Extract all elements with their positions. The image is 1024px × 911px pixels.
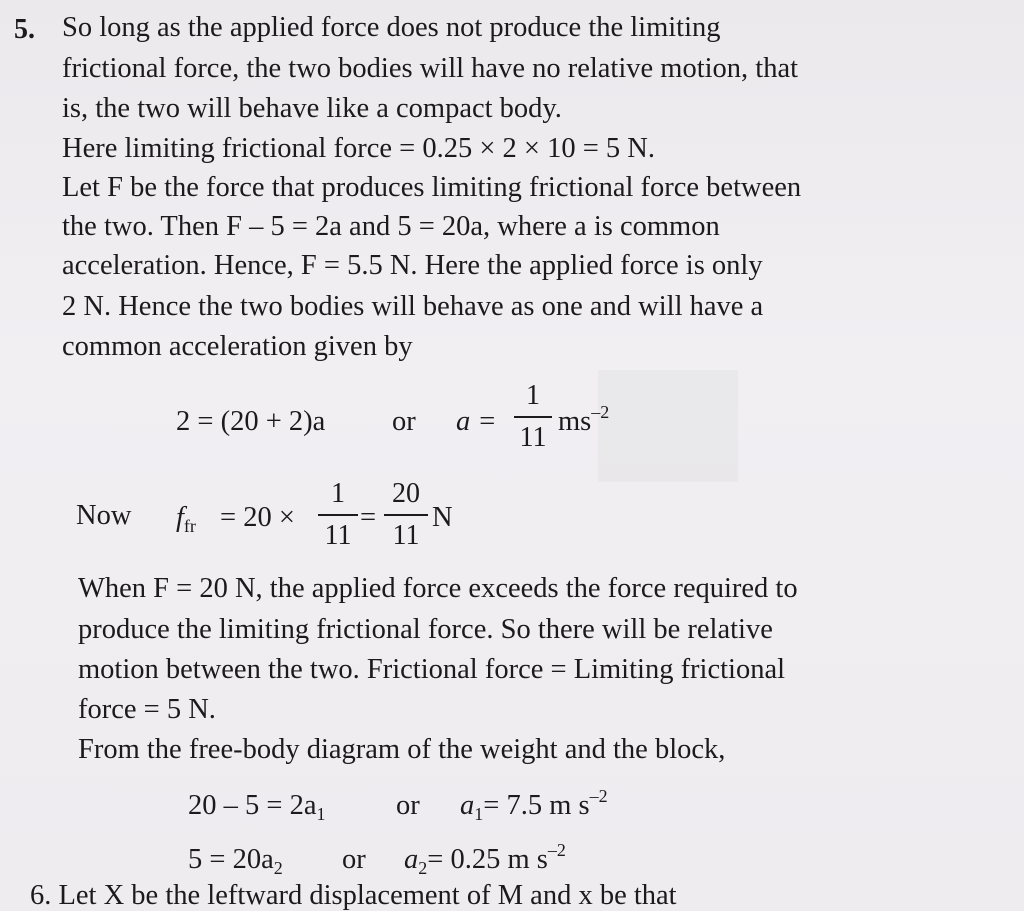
equation1-denominator: 11	[519, 422, 547, 453]
paragraph2-line-5: From the free-body diagram of the weight and the block,	[78, 734, 726, 765]
next-problem-cutoff-line: 6. Let X be the leftward displacement of M and x be that	[30, 880, 677, 911]
faded-figure-bleedthrough	[598, 370, 738, 482]
paragraph2-line-1: When F = 20 N, the applied force exceeds the force required to	[78, 573, 798, 604]
equation4-or: or	[342, 844, 366, 875]
equation4-right-val: = 0.25 m s	[427, 844, 548, 875]
paragraph1-line-6: the two. Then F – 5 = 2a and 5 = 20a, where a is common	[62, 211, 720, 242]
equation3-or: or	[396, 790, 420, 821]
equation2-equals: =	[360, 502, 377, 533]
equation1-left: 2 = (20 + 2)a	[176, 406, 326, 437]
paragraph1-line-4: Here limiting frictional force = 0.25 × 2 × 10 = 5 N.	[62, 133, 655, 164]
equation1-or: or	[392, 406, 416, 437]
paragraph2-line-4: force = 5 N.	[78, 694, 216, 725]
paragraph2-line-2: produce the limiting frictional force. So there will be relative	[78, 614, 773, 645]
paragraph1-line-9: common acceleration given by	[62, 331, 413, 362]
equation2-now: Now	[76, 500, 132, 531]
equation3-right-var: a	[460, 790, 475, 821]
equation1-unit-text: ms	[558, 406, 592, 437]
equation2-frac1-den: 11	[324, 520, 352, 551]
equation4-right	[404, 840, 566, 878]
problem-number: 5.	[14, 14, 35, 45]
equation1-fraction	[514, 382, 552, 452]
equation4-right-var: a	[404, 844, 419, 875]
equation3-left-text: 20 – 5 = 2a	[188, 790, 317, 821]
equation1-a-prefix-text: a =	[456, 406, 497, 437]
equation4-left-sub: 2	[273, 858, 283, 878]
equation4-left-text: 5 = 20a	[188, 844, 274, 875]
equation3-right-val: = 7.5 m s	[483, 790, 590, 821]
equation3-exponent: –2	[589, 786, 608, 806]
equation3-right	[460, 786, 608, 824]
equation2-frac2-num: 20	[392, 478, 420, 509]
equation1-unit	[558, 402, 610, 437]
equation3-right-sub: 1	[474, 804, 484, 824]
equation4-right-sub: 2	[418, 858, 428, 878]
paragraph1-line-3: is, the two will behave like a compact body.	[62, 93, 562, 124]
paragraph2-line-3: motion between the two. Frictional force = Limiting frictional	[78, 654, 786, 685]
equation1-exponent: –2	[591, 402, 610, 422]
paragraph1-line-7: acceleration. Hence, F = 5.5 N. Here the applied force is only	[62, 250, 763, 281]
fraction-bar	[514, 416, 552, 418]
equation2-fraction-1	[318, 480, 358, 550]
equation2-frac1-num: 1	[331, 478, 345, 509]
fraction-bar	[318, 514, 358, 516]
equation2-unit: N	[432, 502, 453, 533]
fraction-bar	[384, 514, 428, 516]
equation4-exponent: –2	[547, 840, 566, 860]
paragraph1-line-1: So long as the applied force does not produce the limiting	[62, 12, 721, 43]
equation1-a-prefix	[456, 408, 497, 437]
equation2-f-sub: fr	[183, 516, 196, 536]
equation3-left	[188, 790, 326, 824]
equation2-f	[176, 502, 196, 536]
equation4-left	[188, 844, 283, 878]
equation2-f-symbol: f	[176, 502, 184, 533]
equation2-frac2-den: 11	[392, 520, 420, 551]
paragraph1-line-5: Let F be the force that produces limiting frictional force between	[62, 172, 802, 203]
equation1-numerator: 1	[526, 380, 540, 411]
equation2-eq-part: = 20 ×	[220, 502, 295, 533]
equation2-fraction-2	[384, 480, 428, 550]
paragraph1-line-2: frictional force, the two bodies will have no relative motion, that	[62, 53, 799, 84]
equation3-left-sub: 1	[316, 804, 326, 824]
paragraph1-line-8: 2 N. Hence the two bodies will behave as one and will have a	[62, 291, 764, 322]
